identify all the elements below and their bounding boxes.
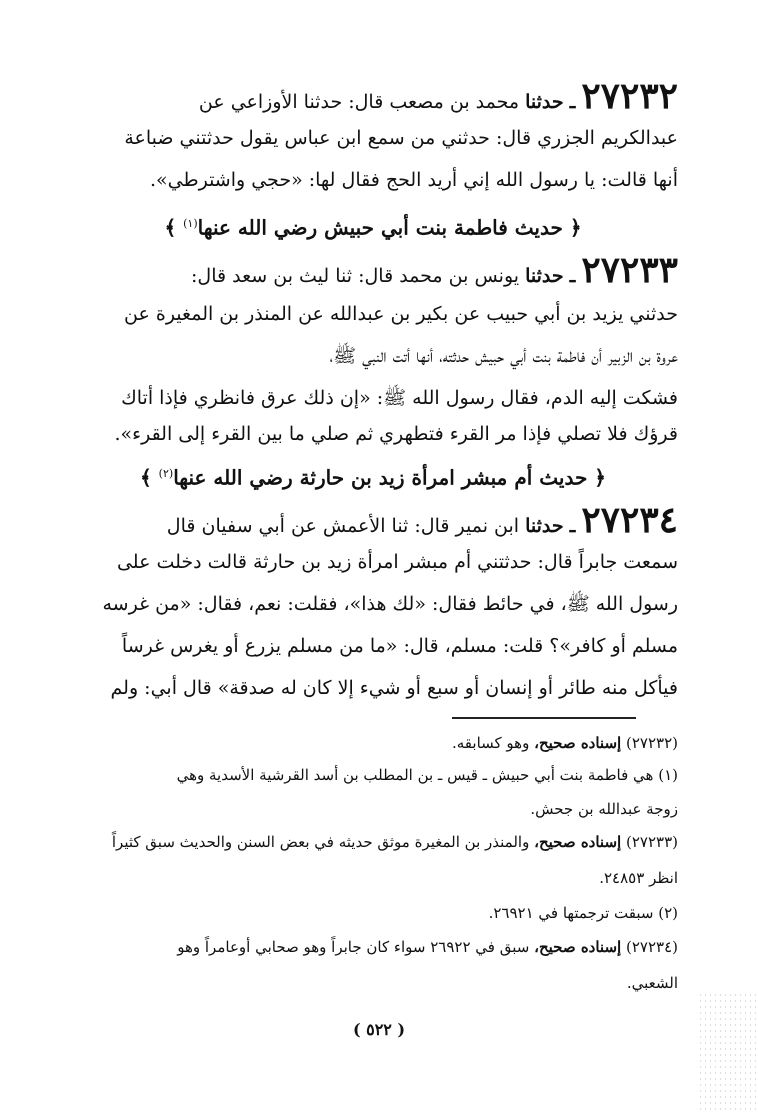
hadith-27234-line-3: رسول الله ﷺ، في حائط فقال: «لك هذا»، فقلت: نعم، فقال: «من غرسه — [102, 593, 678, 615]
footnote-27234: (٢٧٢٣٤) إسناده صحيح، سبق في ٢٦٩٢٢ سواء كان جابراً وهو صحابي أوعامراً وهو — [177, 938, 678, 956]
hadith-27234-line-5: فيأكل منه طائر أو إنسان أو سبع أو شيء إلا كان له صدقة» قال أبي: ولم — [110, 677, 678, 699]
hadith-27233-line-1: ٢٧٢٣٣ ـ حدثنا يونس بن محمد قال: ثنا ليث بن سعد قال: — [191, 250, 678, 290]
hadith-number: ٢٧٢٣٣ — [581, 250, 678, 290]
hadith-27233-line-4: فشكت إليه الدم، فقال رسول الله ﷺ: «إن ذلك عرق فانظري فإذا أتاك — [121, 387, 678, 409]
footnote-ref: (٢) — [158, 467, 174, 480]
hadith-27234-line-4: مسلم أو كافر»؟ قلت: مسلم، قال: «ما من مسلم يزرع أو يغرس غرساً — [121, 635, 678, 657]
narration-lead: حدثنا — [525, 515, 564, 537]
footnote-1-line-2: زوجة عبدالله بن جحش. — [530, 800, 678, 818]
page-number: ( ٥٢٢ ) — [352, 1020, 406, 1039]
hadith-27232-line-2: عبدالكريم الجزري قال: حدثني من سمع ابن عباس يقول حدثتني ضباعة — [124, 127, 678, 149]
hadith-number: ٢٧٢٣٢ — [581, 76, 678, 116]
footnote-27232: (٢٧٢٣٢) إسناده صحيح، وهو كسابقه. — [452, 734, 678, 752]
hadith-27232-line-1: ٢٧٢٣٢ ـ حدثنا محمد بن مصعب قال: حدثنا الأوزاعي عن — [198, 76, 678, 116]
hadith-27233-line-2: حدثني يزيد بن أبي حبيب عن بكير بن عبدالله عن المنذر بن المغيرة عن — [124, 303, 678, 325]
narration-lead: حدثنا — [525, 91, 564, 113]
hadith-27233-line-3: عروة بن الزبير أن فاطمة بنت أبي حبيش حدثته، أنها أتت النبي ﷺ، — [329, 345, 678, 367]
hadith-27232-line-3: أنها قالت: يا رسول الله إني أريد الحج فقال لها: «حجي واشترطي». — [149, 169, 678, 191]
footnote-2: (٢) سبقت ترجمتها في ٢٦٩٢١. — [488, 904, 678, 922]
footnote-27234-line-2: الشعبي. — [626, 974, 678, 992]
section-heading-fatima: ﴿ حديث فاطمة بنت أبي حبيش رضي الله عنها$^{(١)}$ ﴾ — [164, 215, 582, 240]
hadith-27234-line-2: سمعت جابراً قال: حدثتني أم مبشر امرأة زيد بن حارثة قالت دخلت على — [116, 551, 678, 573]
hadith-27234-line-1: ٢٧٢٣٤ ـ حدثنا ابن نمير قال: ثنا الأعمش عن أبي سفيان قال — [166, 500, 678, 540]
narration-lead: حدثنا — [525, 265, 564, 287]
footnote-27233-line-2: انظر ٢٤٨٥٣. — [599, 869, 678, 887]
hadith-number: ٢٧٢٣٤ — [581, 500, 678, 540]
footnote-1-line-1: (١) هي فاطمة بنت أبي حبيش ـ قيس ـ بن المطلب بن أسد القرشية الأسدية وهي — [176, 766, 678, 784]
footnote-separator — [452, 717, 636, 719]
footnote-ref: (١) — [183, 217, 198, 230]
footnote-27233: (٢٧٢٣٣) إسناده صحيح، والمنذر بن المغيرة موثق حديثه في بعض السنن والحديث سبق كثيراً — [111, 833, 678, 851]
scan-noise — [698, 992, 758, 1112]
section-heading-umm-mubashshir: ﴿ حديث أم مبشر امرأة زيد بن حارثة رضي الله عنها$^{(٢)}$ ﴾ — [139, 465, 607, 490]
hadith-27233-line-5: قرؤك فلا تصلي فإذا مر القرء فتطهري ثم صلي ما بين القرء إلى القرء». — [114, 423, 678, 445]
